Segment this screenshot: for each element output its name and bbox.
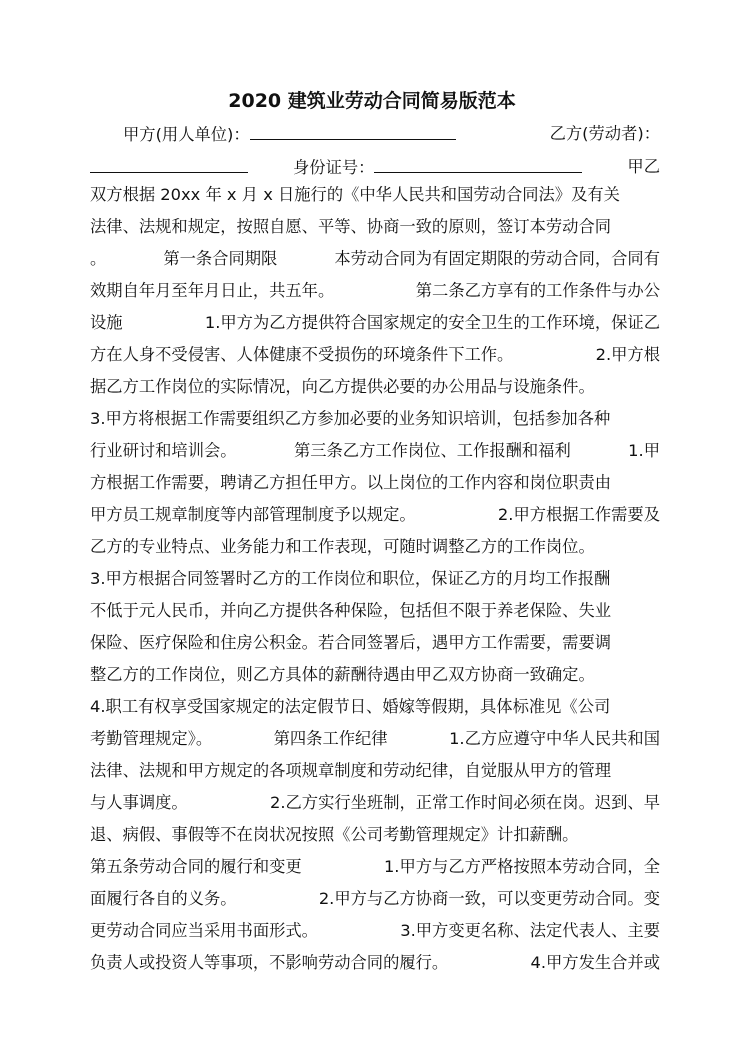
text-line xyxy=(90,407,660,431)
text-segment: 法律、法规和规定，按照自愿、平等、协商一致的原则，签订本劳动合同 xyxy=(90,217,612,236)
text-segment: 3.甲方将根据工作需要组织乙方参加必要的业务知识培训，包括参加各种 xyxy=(90,409,611,428)
id-number-blank xyxy=(374,155,582,173)
text-line xyxy=(90,823,660,847)
text-line xyxy=(90,631,660,655)
text-segment: 更劳动合同应当采用书面形式。 xyxy=(90,921,318,940)
text-segment: 1.乙方应遵守中华人民共和国 xyxy=(449,729,660,748)
text-segment: 效期自年月至年月日止，共五年。 xyxy=(90,281,335,300)
text-segment: 考勤管理规定》。 xyxy=(90,729,213,748)
article-2-heading: 第二条乙方享有的工作条件与办公 xyxy=(415,281,660,300)
text-line xyxy=(90,375,660,399)
article-4-heading: 第四条工作纪律 xyxy=(273,729,388,748)
text-segment: 与人事调度。 xyxy=(90,793,188,812)
text-line xyxy=(90,599,660,623)
text-line xyxy=(90,567,660,591)
text-segment: 甲方员工规章制度等内部管理制度予以规定。 xyxy=(90,505,416,524)
text-line xyxy=(90,791,660,815)
text-segment: 。 xyxy=(90,249,107,268)
text-segment: 行业研讨和培训会。 xyxy=(90,441,237,460)
text-segment: 3.甲方根据合同签署时乙方的工作岗位和职位，保证乙方的月均工作报酬 xyxy=(90,569,611,588)
text-line xyxy=(90,471,660,495)
text-segment: 1.甲方为乙方提供符合国家规定的安全卫生的工作环境，保证乙 xyxy=(204,313,660,332)
text-segment: 保险、医疗保险和住房公积金。若合同签署后，遇甲方工作需要，需要调 xyxy=(90,633,612,652)
text-segment: 4.甲方发生合并或 xyxy=(530,953,660,972)
text-segment: 法律、法规和甲方规定的各项规章制度和劳动纪律，自觉服从甲方的管理 xyxy=(90,761,612,780)
text-segment: 方根据工作需要，聘请乙方担任甲方。以上岗位的工作内容和岗位职责由 xyxy=(90,473,612,492)
text-line xyxy=(90,215,660,239)
text-segment: 负责人或投资人等事项，不影响劳动合同的履行。 xyxy=(90,953,449,972)
party-a-label: 甲方(用人单位)： xyxy=(123,125,250,144)
text-line xyxy=(90,279,660,303)
party-b-blank xyxy=(90,155,248,173)
text-line xyxy=(90,759,660,783)
text-line xyxy=(90,919,660,943)
text-segment: 据乙方工作岗位的实际情况，向乙方提供必要的办公用品与设施条件。 xyxy=(90,377,595,396)
text-segment: 3.甲方变更名称、法定代表人、主要 xyxy=(400,921,660,940)
text-line xyxy=(90,951,660,975)
text-segment: 本劳动合同为有固定期限的劳动合同，合同有 xyxy=(334,249,660,268)
text-line xyxy=(90,855,660,879)
party-b-label: 乙方(劳动者)： xyxy=(549,124,660,143)
party-a-blank xyxy=(250,122,456,140)
text-segment: 方在人身不受侵害、人体健康不受损伤的环境条件下工作。 xyxy=(90,345,514,364)
article-1-heading: 第一条合同期限 xyxy=(163,249,278,268)
text-line xyxy=(90,503,660,527)
document-title: 2020 建筑业劳动合同简易版范本 xyxy=(228,90,516,112)
text-line xyxy=(90,663,660,687)
id-number-label: 身份证号： xyxy=(293,158,375,177)
text-line xyxy=(90,727,660,751)
text-segment: 1.甲 xyxy=(628,441,660,460)
text-segment: 4.职工有权享受国家规定的法定假节日、婚嫁等假期，具体标准见《公司 xyxy=(90,697,611,716)
text-line xyxy=(90,343,660,367)
text-line xyxy=(90,439,660,463)
text-line xyxy=(90,887,660,911)
text-segment: 面履行各自的义务。 xyxy=(90,889,237,908)
article-5-heading: 第五条劳动合同的履行和变更 xyxy=(90,857,302,876)
text-segment: 2.乙方实行坐班制，正常工作时间必须在岗。迟到、早 xyxy=(269,793,660,812)
text-line xyxy=(90,183,660,207)
text-line xyxy=(90,122,660,147)
text-segment: 乙方的专业特点、业务能力和工作表现，可随时调整乙方的工作岗位。 xyxy=(90,537,595,556)
text-segment: 1.甲方与乙方严格按照本劳动合同，全 xyxy=(383,857,660,876)
text-segment: 双方根据 20xx 年 x 月 x 日施行的《中华人民共和国劳动合同法》及有关 xyxy=(90,185,620,204)
text-segment: 2.甲方根 xyxy=(595,345,660,364)
text-line xyxy=(90,311,660,335)
text-segment: 不低于元人民币，并向乙方提供各种保险，包括但不限于养老保险、失业 xyxy=(90,601,612,620)
text-segment: 退、病假、事假等不在岗状况按照《公司考勤管理规定》计扣薪酬。 xyxy=(90,825,579,844)
text-line xyxy=(90,695,660,719)
text-segment: 设施 xyxy=(90,313,123,332)
text-line xyxy=(90,155,660,180)
text-line xyxy=(90,247,660,271)
text-segment: 整乙方的工作岗位，则乙方具体的薪酬待遇由甲乙双方协商一致确定。 xyxy=(90,665,595,684)
text-segment: 甲乙 xyxy=(627,157,660,176)
article-3-heading: 第三条乙方工作岗位、工作报酬和福利 xyxy=(293,441,571,460)
text-line xyxy=(90,535,660,559)
text-segment: 2.甲方根据工作需要及 xyxy=(497,505,660,524)
text-segment: 2.甲方与乙方协商一致，可以变更劳动合同。变 xyxy=(318,889,660,908)
